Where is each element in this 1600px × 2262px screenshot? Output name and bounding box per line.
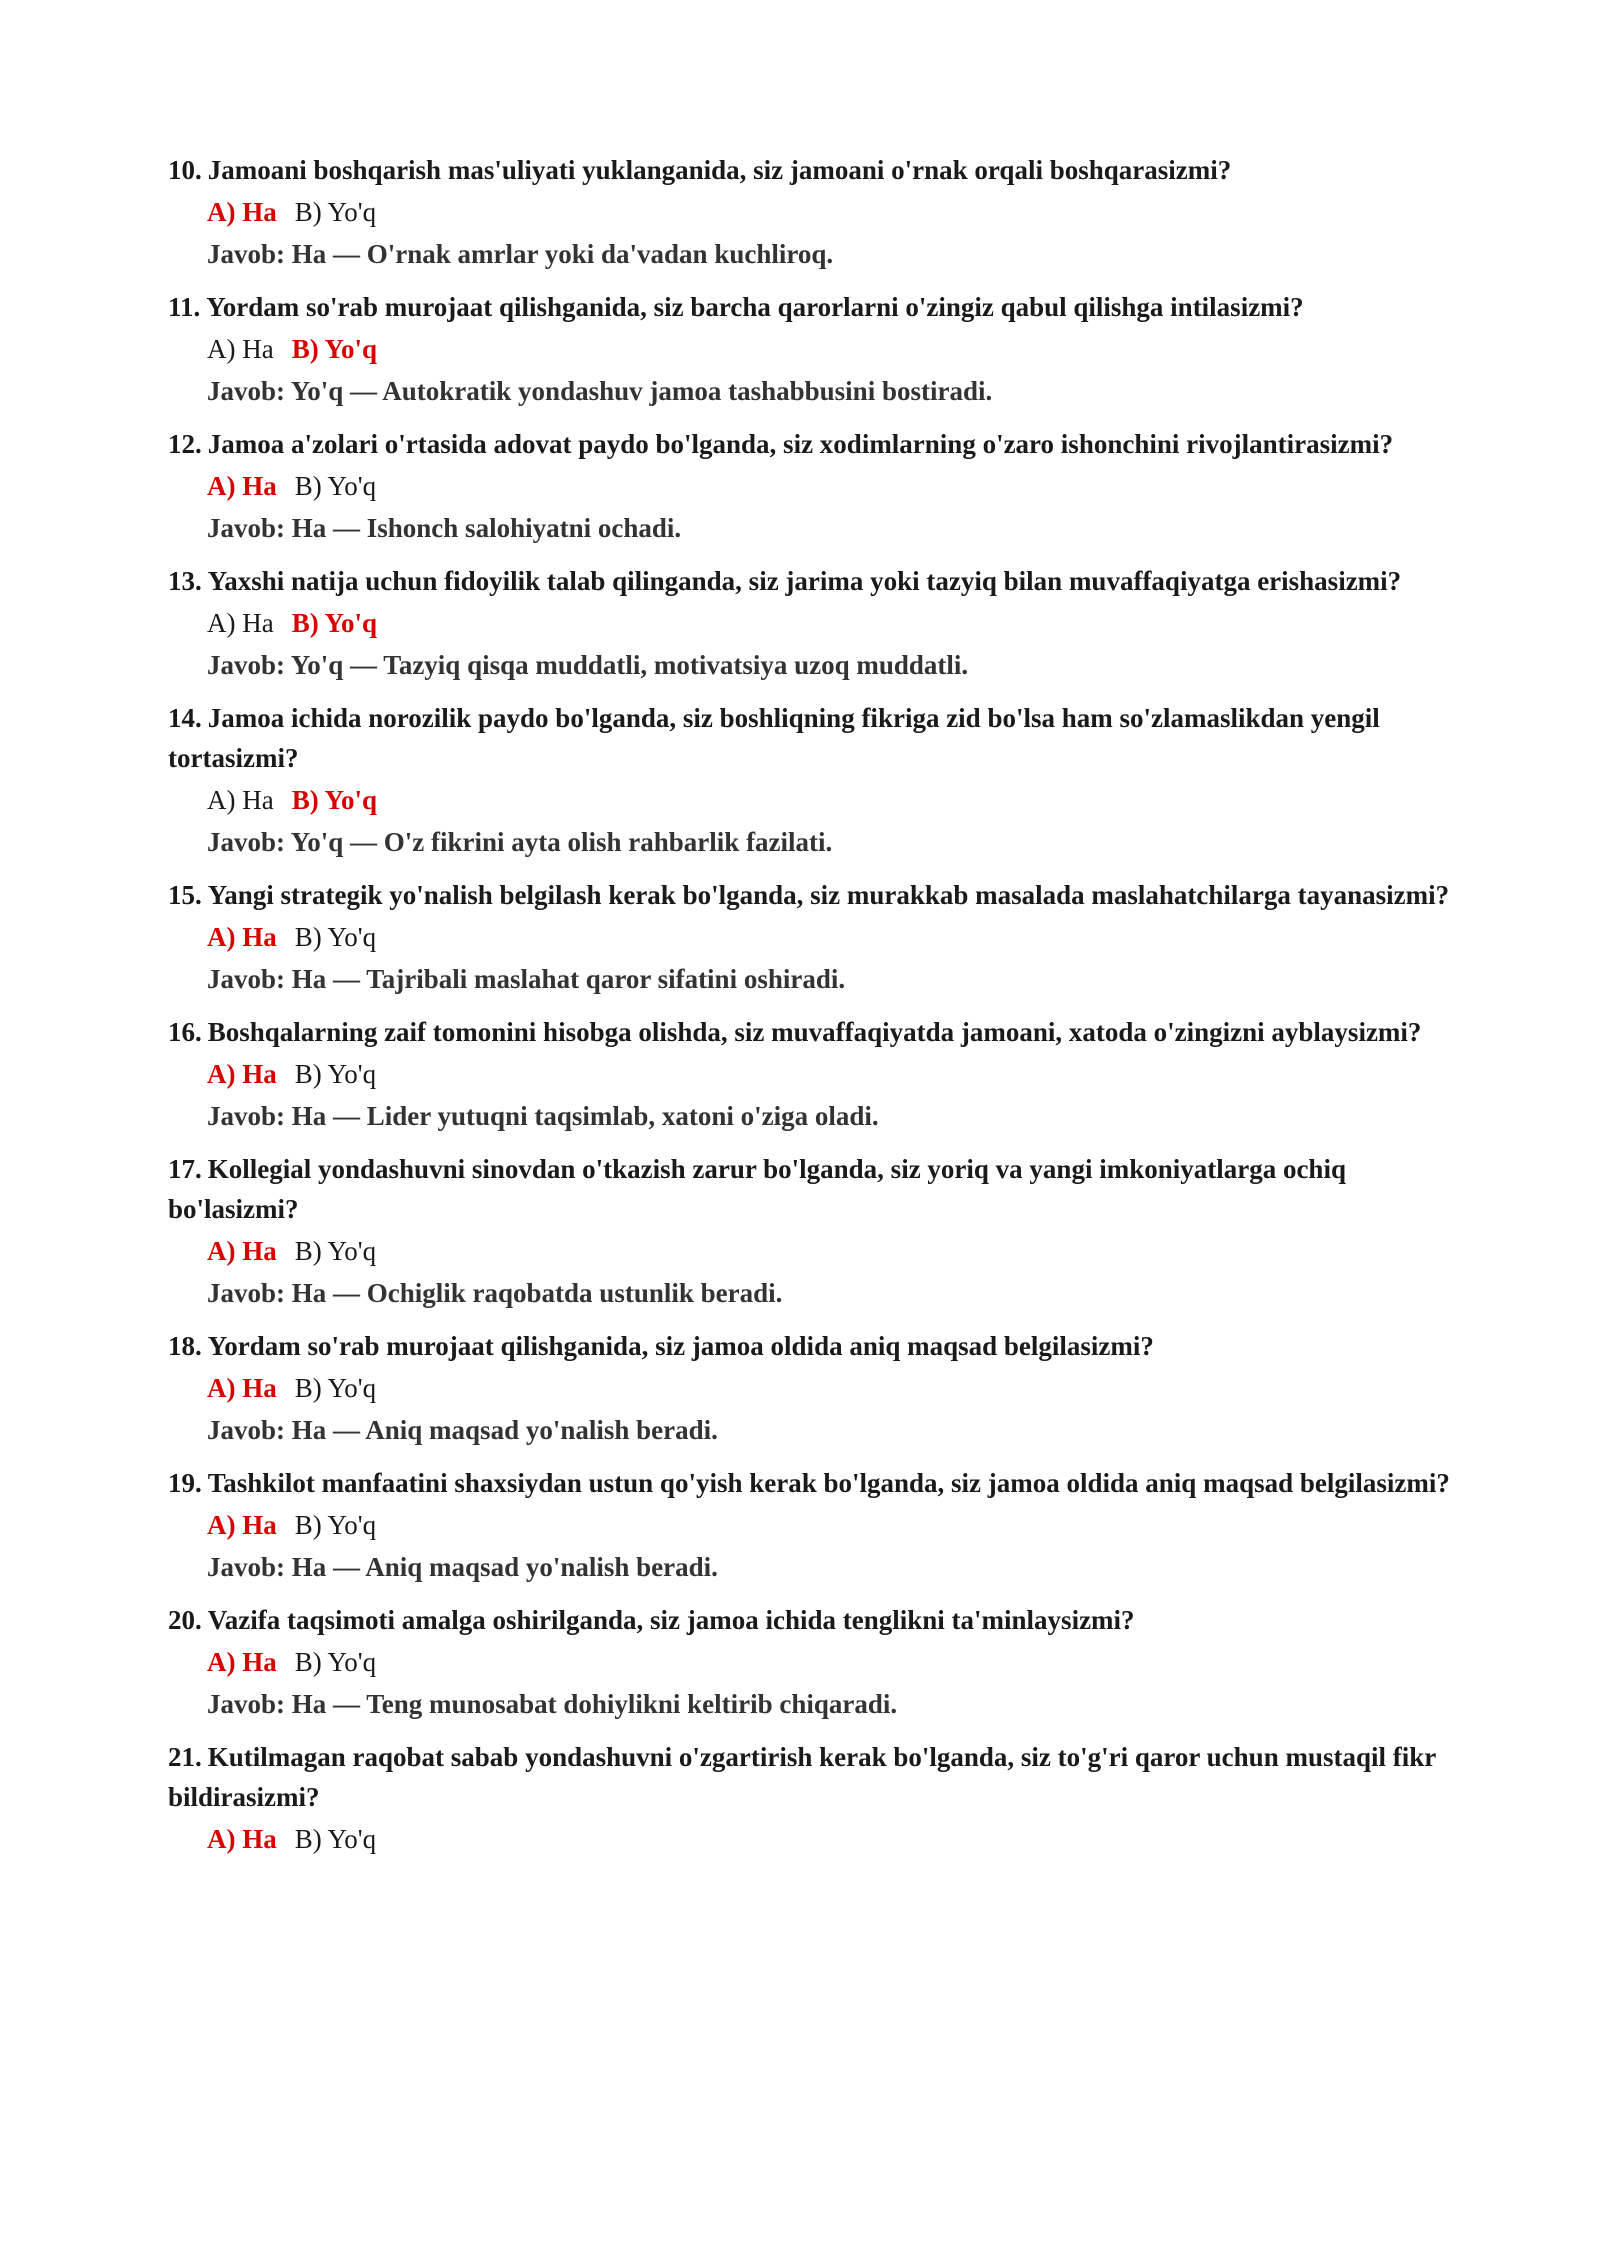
option-b: B) Yo'q <box>294 1510 377 1540</box>
answer-explanation: Javob: Ha — Aniq maqsad yo'nalish beradi. <box>207 1415 718 1445</box>
option-b: B) Yo'q <box>291 785 378 815</box>
question-number: 19. <box>168 1468 202 1498</box>
answer-options <box>168 1368 1458 1408</box>
answer-options <box>168 329 1458 369</box>
answer-options <box>168 1231 1458 1271</box>
answer-options <box>168 1642 1458 1682</box>
question-item <box>168 1600 1458 1724</box>
option-a: A) Ha <box>207 1373 277 1403</box>
question-number: 16. <box>168 1017 202 1047</box>
option-a: A) Ha <box>207 608 274 638</box>
answer-explanation: Javob: Ha — Tajribali maslahat qaror sifatini oshiradi. <box>207 964 846 994</box>
question-text: Jamoa ichida norozilik paydo bo'lganda, siz boshliqning fikriga zid bo'lsa ham so'zlamaslikdan yengil tortasizmi? <box>168 703 1380 773</box>
answer-options <box>168 466 1458 506</box>
answer-explanation: Javob: Ha — Lider yutuqni taqsimlab, xatoni o'ziga oladi. <box>207 1101 879 1131</box>
answer-explanation: Javob: Ha — O'rnak amrlar yoki da'vadan kuchliroq. <box>207 239 834 269</box>
option-a: A) Ha <box>207 471 277 501</box>
answer-explanation: Javob: Ha — Aniq maqsad yo'nalish beradi. <box>207 1552 718 1582</box>
question-number: 20. <box>168 1605 202 1635</box>
question-number: 14. <box>168 703 202 733</box>
question-item <box>168 698 1458 862</box>
question-item <box>168 561 1458 685</box>
option-a: A) Ha <box>207 785 274 815</box>
question-text: Yordam so'rab murojaat qilishganida, siz jamoa oldida aniq maqsad belgilasizmi? <box>207 1331 1154 1361</box>
question-text: Jamoa a'zolari o'rtasida adovat paydo bo'lganda, siz xodimlarning o'zaro ishonchini rivojlantirasizmi? <box>207 429 1394 459</box>
option-b: B) Yo'q <box>294 1236 377 1266</box>
option-a: A) Ha <box>207 197 277 227</box>
option-b: B) Yo'q <box>294 1059 377 1089</box>
answer-explanation: Javob: Yo'q — Autokratik yondashuv jamoa tashabbusini bostiradi. <box>207 376 993 406</box>
question-text-line <box>168 698 1458 778</box>
question-list <box>168 150 1458 1872</box>
question-number: 18. <box>168 1331 202 1361</box>
option-a: A) Ha <box>207 1824 277 1854</box>
question-item <box>168 1463 1458 1587</box>
question-number: 11. <box>168 292 201 322</box>
option-b: B) Yo'q <box>294 197 377 227</box>
answer-explanation: Javob: Ha — Ishonch salohiyatni ochadi. <box>207 513 682 543</box>
option-a: A) Ha <box>207 334 274 364</box>
option-a: A) Ha <box>207 1236 277 1266</box>
question-text-line <box>168 1463 1458 1503</box>
question-item <box>168 1012 1458 1136</box>
question-item <box>168 875 1458 999</box>
answer-options <box>168 1505 1458 1545</box>
answer-options <box>168 192 1458 232</box>
option-b: B) Yo'q <box>294 1647 377 1677</box>
question-number: 12. <box>168 429 202 459</box>
question-item <box>168 150 1458 274</box>
question-item <box>168 1737 1458 1859</box>
option-b: B) Yo'q <box>294 1824 377 1854</box>
question-text: Tashkilot manfaatini shaxsiydan ustun qo'yish kerak bo'lganda, siz jamoa oldida aniq maqsad belgilasizmi? <box>207 1468 1450 1498</box>
option-b: B) Yo'q <box>294 922 377 952</box>
question-item <box>168 287 1458 411</box>
answer-options <box>168 917 1458 957</box>
question-number: 10. <box>168 155 202 185</box>
question-text: Vazifa taqsimoti amalga oshirilganda, siz jamoa ichida tenglikni ta'minlaysizmi? <box>207 1605 1135 1635</box>
option-b: B) Yo'q <box>294 471 377 501</box>
question-text-line <box>168 1737 1458 1817</box>
option-a: A) Ha <box>207 1647 277 1677</box>
option-a: A) Ha <box>207 922 277 952</box>
answer-explanation: Javob: Yo'q — Tazyiq qisqa muddatli, motivatsiya uzoq muddatli. <box>207 650 969 680</box>
option-a: A) Ha <box>207 1510 277 1540</box>
answer-options <box>168 603 1458 643</box>
question-text-line <box>168 1600 1458 1640</box>
question-item <box>168 1149 1458 1313</box>
question-text: Jamoani boshqarish mas'uliyati yuklanganida, siz jamoani o'rnak orqali boshqarasizmi? <box>207 155 1232 185</box>
question-number: 15. <box>168 880 202 910</box>
question-text-line <box>168 1326 1458 1366</box>
question-text-line <box>168 150 1458 190</box>
question-number: 13. <box>168 566 202 596</box>
question-text: Kutilmagan raqobat sabab yondashuvni o'zgartirish kerak bo'lganda, siz to'g'ri qaror uchun mustaqil fikr bildirasizmi? <box>168 1742 1436 1812</box>
answer-explanation: Javob: Ha — Teng munosabat dohiylikni keltirib chiqaradi. <box>207 1689 898 1719</box>
question-text-line <box>168 875 1458 915</box>
option-b: B) Yo'q <box>291 334 378 364</box>
question-text-line <box>168 424 1458 464</box>
question-item <box>168 1326 1458 1450</box>
question-text: Yordam so'rab murojaat qilishganida, siz barcha qarorlarni o'zingiz qabul qilishga intilasizmi? <box>206 292 1304 322</box>
answer-options <box>168 780 1458 820</box>
question-text: Kollegial yondashuvni sinovdan o'tkazish zarur bo'lganda, siz yoriq va yangi imkoniyatlarga ochiq bo'lasizmi? <box>168 1154 1346 1224</box>
option-b: B) Yo'q <box>294 1373 377 1403</box>
question-number: 17. <box>168 1154 202 1184</box>
question-text-line <box>168 287 1458 327</box>
question-item <box>168 424 1458 548</box>
option-b: B) Yo'q <box>291 608 378 638</box>
option-a: A) Ha <box>207 1059 277 1089</box>
answer-explanation: Javob: Ha — Ochiglik raqobatda ustunlik beradi. <box>207 1278 783 1308</box>
question-text: Yaxshi natija uchun fidoyilik talab qilinganda, siz jarima yoki tazyiq bilan muvaffaqiyatga erishasizmi? <box>207 566 1402 596</box>
question-text-line <box>168 1012 1458 1052</box>
question-text-line <box>168 1149 1458 1229</box>
answer-options <box>168 1819 1458 1859</box>
question-number: 21. <box>168 1742 202 1772</box>
answer-options <box>168 1054 1458 1094</box>
question-text-line <box>168 561 1458 601</box>
question-text: Yangi strategik yo'nalish belgilash kerak bo'lganda, siz murakkab masalada maslahatchilarga tayanasizmi? <box>207 880 1450 910</box>
question-text: Boshqalarning zaif tomonini hisobga olishda, siz muvaffaqiyatda jamoani, xatoda o'zingizni ayblaysizmi? <box>207 1017 1422 1047</box>
answer-explanation: Javob: Yo'q — O'z fikrini ayta olish rahbarlik fazilati. <box>207 827 833 857</box>
